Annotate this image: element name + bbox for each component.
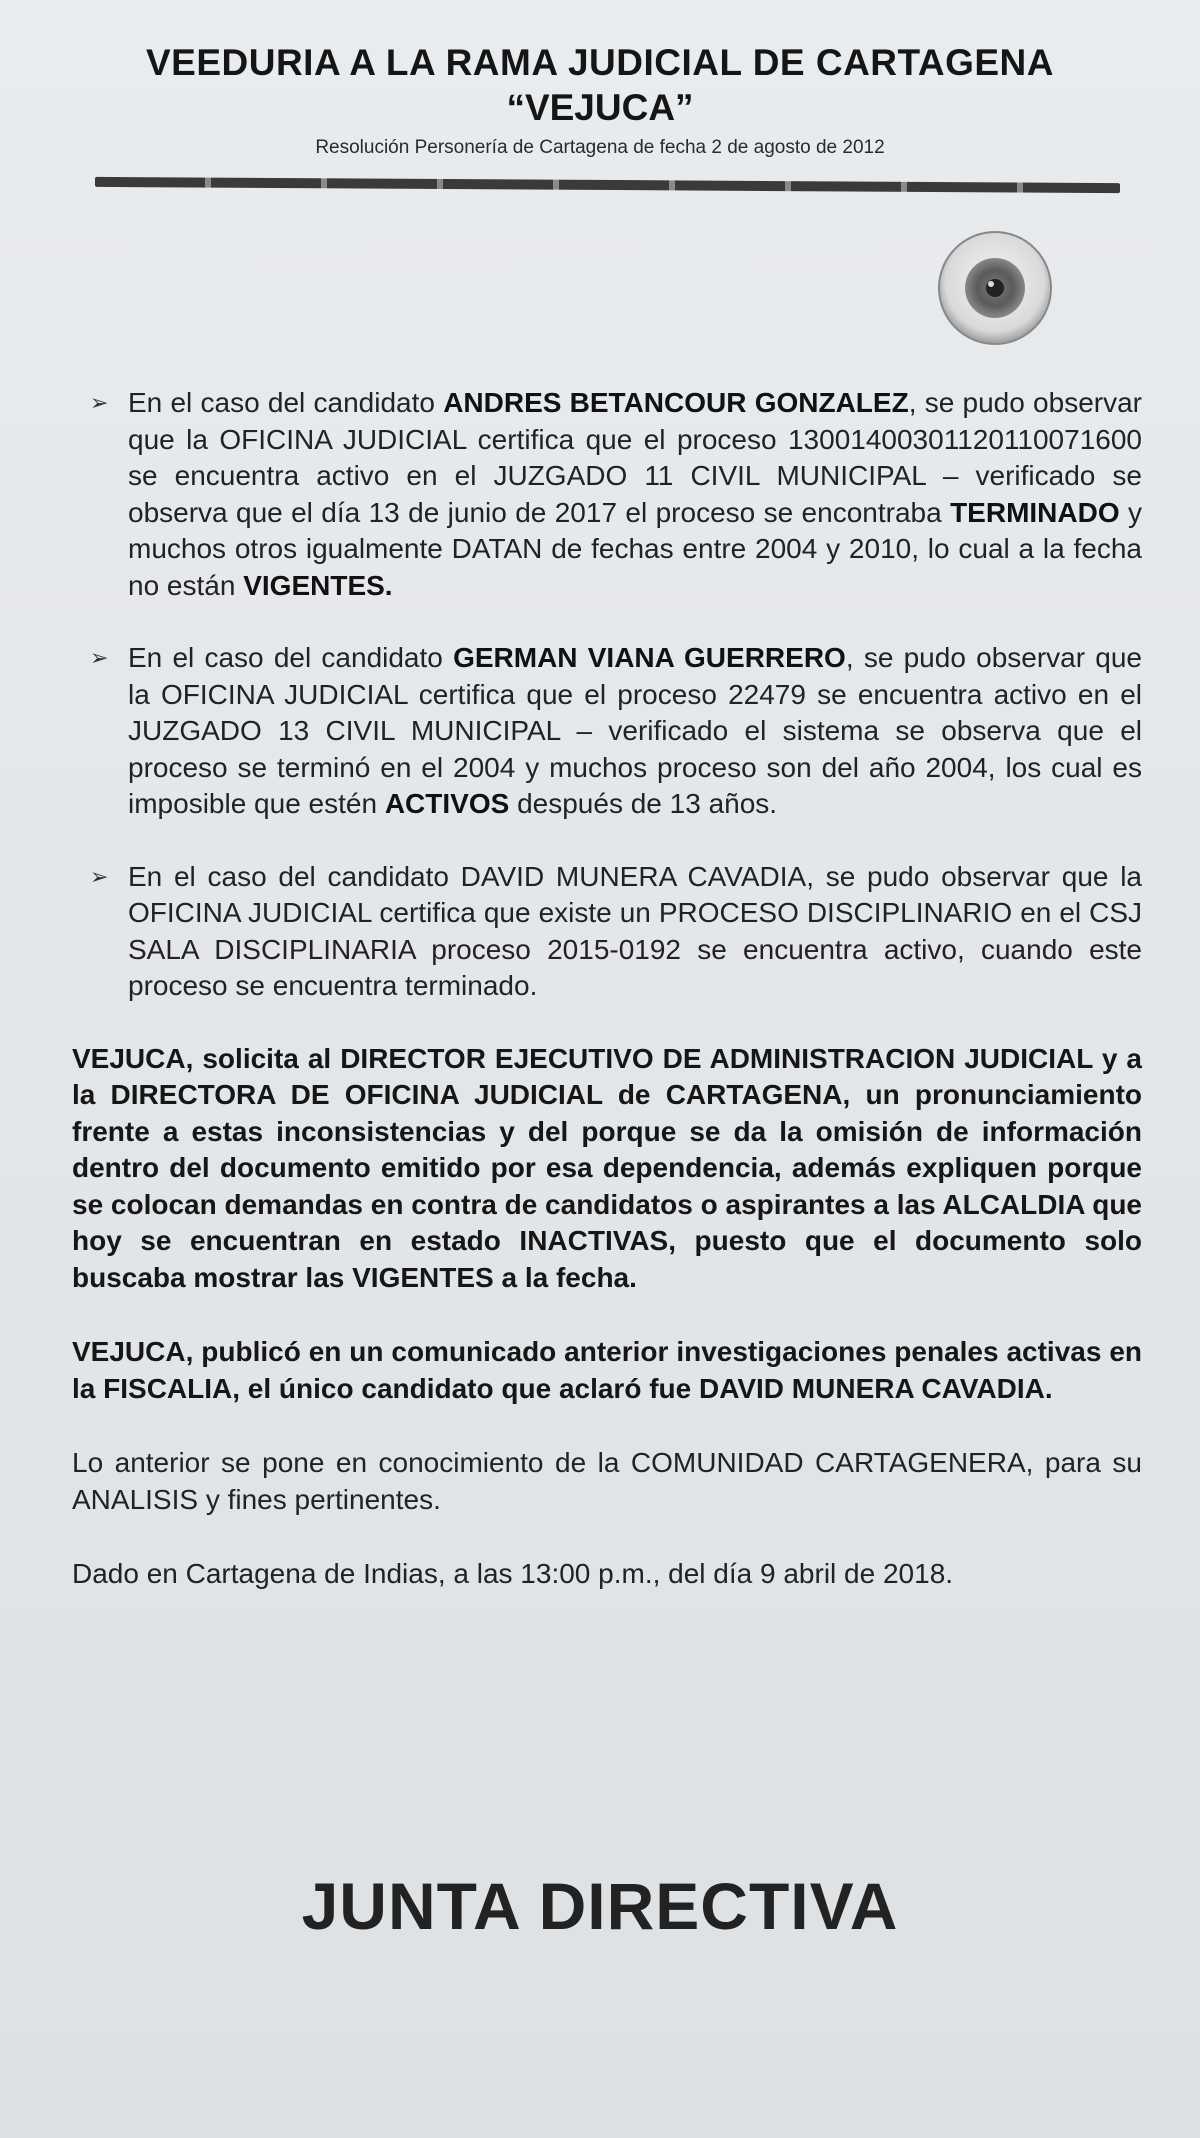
bullet-item-munera (72, 859, 1142, 1005)
notice-paragraph: Lo anterior se pone en conocimiento de la COMUNIDAD CARTAGENERA, para su ANALISIS y fines pertinentes. (72, 1447, 1142, 1515)
eye-icon (935, 228, 1055, 348)
bullet-text (128, 385, 1142, 604)
bullet-arrow-icon: ➢ (90, 863, 109, 889)
bullet-text-part: , se pudo observar que la OFICINA JUDICIAL certifica que el proceso 22479 se encuentra activo en el JUZGADO 13 CIVIL MUNICIPAL – verificado el sistema se observa que el proceso se terminó en el 2004 y muchos proceso son del año 2004, los cual es imposible que estén (128, 642, 1142, 819)
document-header (0, 40, 1200, 160)
dated-line: Dado en Cartagena de Indias, a las 13:00 p.m., del día 9 abril de 2018. (72, 1558, 954, 1589)
candidate-name: GERMAN VIANA GUERRERO (453, 642, 846, 673)
bullet-arrow-icon: ➢ (90, 645, 109, 670)
bullet-item-betancour (72, 385, 1142, 604)
bullet-text (128, 640, 1142, 823)
bullet-text-part: y muchos otros igualmente DATAN de fechas entre 2004 y 2010, lo cual a la fecha no están (128, 496, 1142, 601)
candidate-name: ANDRES BETANCOUR GONZALEZ (443, 387, 909, 418)
bullet-text: En el caso del candidato DAVID MUNERA CAVADIA, se pudo observar que la OFICINA JUDICIAL certifica que existe un PROCESO DISCIPLINARIO en el CSJ SALA DISCIPLINARIA proceso 2015-0192 se encuentra activo, cuando este proceso se encuentra terminado. (128, 860, 1142, 1001)
document-acronym: “VEJUCA” (506, 87, 694, 128)
bullet-text-part: En el caso del candidato (128, 642, 454, 673)
bullet-text-part: En el caso del candidato (128, 387, 444, 418)
bullet-item-viana (72, 640, 1142, 823)
bullet-arrow-icon: ➢ (90, 390, 109, 415)
bullet-emphasis: VIGENTES. (243, 569, 393, 601)
bullet-text-part: , se pudo observar que la OFICINA JUDICIAL certifica que el proceso 13001400301120110071600 se encuentra activo en el JUZGADO 11 CIVIL MUNICIPAL – verificado se observa que el día 13 de junio de 2017 el proceso se encontraba (128, 387, 1142, 528)
resolution-line: Resolución Personería de Cartagena de fecha 2 de agosto de 2012 (315, 137, 885, 158)
bullet-text-part: después de 13 años. (509, 788, 778, 819)
request-paragraph: VEJUCA, solicita al DIRECTOR EJECUTIVO DE ADMINISTRACION JUDICIAL y a la DIRECTORA DE OFICINA JUDICIAL de CARTAGENA, un pronunciamiento frente a estas inconsistencias y del porque se da la omisión de información dentro del documento emitido por esa dependencia, además expliquen porque se colocan demandas en contra de candidatos o aspirantes a las ALCALDIA que hoy se encuentran en estado INACTIVAS, puesto que el documento solo buscaba mostrar las VIGENTES a la fecha. (72, 1042, 1142, 1293)
document-body (72, 385, 1142, 1631)
header-divider (95, 177, 1120, 193)
bullet-emphasis: TERMINADO (950, 496, 1120, 528)
document-title: VEEDURIA A LA RAMA JUDICIAL DE CARTAGENA (145, 42, 1055, 83)
previous-release-paragraph: VEJUCA, publicó en un comunicado anterior investigaciones penales activas en la FISCALIA, el único candidato que aclaró fue DAVID MUNERA CAVADIA. (72, 1336, 1142, 1404)
bullet-emphasis: ACTIVOS (384, 788, 510, 819)
signature: JUNTA DIRECTIVA (301, 1869, 899, 1943)
